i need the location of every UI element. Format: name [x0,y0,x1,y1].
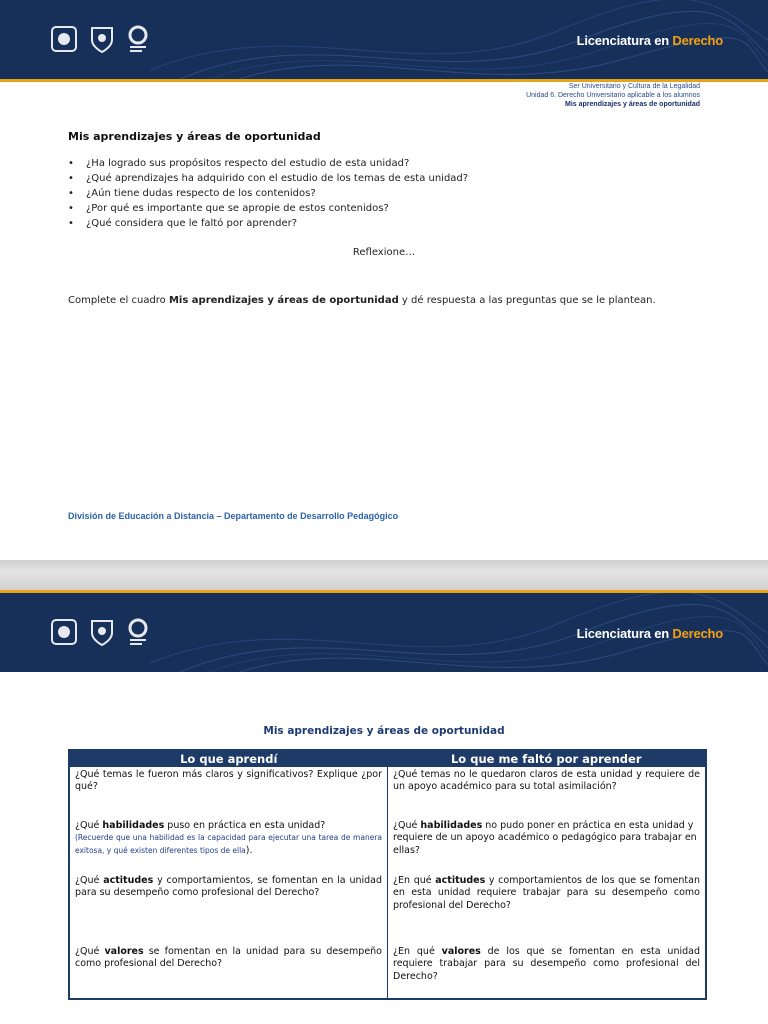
skill-note: (Recuerde que una habilidad es la capacidad para ejecutar una tarea de manera exitosa, y qué existen diferentes tipos de ella [75,833,382,855]
section-title: Mis aprendizajes y áreas de oportunidad [68,130,321,143]
program-title [577,33,723,48]
question-text: ¿Aún tiene dudas respecto de los contenidos? [86,188,316,199]
table-cell-learned [69,767,388,818]
cell-text: no pudo poner en práctica en esta unidad y requiere de un apoyo académico o pedagógico para trabajar en ellas? [393,820,697,856]
cell-text: de los que se fomentan en esta unidad requiere trabajar para su desempeño como profesional del Derecho? [393,946,700,982]
cell-keyword: actitudes [435,875,486,886]
table-row [69,818,706,873]
column-header-missing: Lo que me faltó por aprender [388,750,707,767]
table-header-row [69,750,706,767]
header-banner-page2 [0,593,768,672]
bullet-icon: • [68,218,74,229]
list-item [68,216,468,231]
cell-keyword: actitudes [103,875,154,886]
cell-text: ¿Qué temas le fueron más claros y significativos? Explique ¿por qué? [75,769,382,793]
cell-text: ¿Qué temas no le quedaron claros de esta unidad y requiere de un apoyo académico para su total asimilación? [393,769,700,793]
list-item [68,156,468,171]
question-text: ¿Por qué es importante que se apropie de estos contenidos? [86,203,389,214]
table-title: Mis aprendizajes y áreas de oportunidad [263,725,505,737]
instruction-text [68,295,656,306]
table-cell-missing [388,818,707,873]
cell-keyword: habilidades [420,820,483,831]
list-item [68,171,468,186]
table-cell-learned [69,944,388,999]
cell-keyword: valores [104,946,144,957]
instruction-post: y dé respuesta a las preguntas que se le plantean. [398,295,656,306]
question-list [68,156,468,231]
bullet-icon: • [68,158,74,169]
program-title-main: Licenciatura en [576,626,673,641]
page-separator [0,560,768,590]
table-row [69,767,706,818]
cell-text: y comportamientos de los que se fomentan en esta unidad requiere trabajar para su desempeño como profesional del Derecho? [393,875,700,911]
cell-text: ¿Qué [75,820,103,831]
bullet-icon: • [68,188,74,199]
cell-text: ¿Qué [75,875,104,886]
table-cell-missing [388,873,707,944]
unam-seal-icon [50,24,78,54]
table-cell-learned [69,873,388,944]
faculty-shield-icon [88,617,116,647]
question-text: ¿Qué considera que le faltó por aprender? [86,218,298,229]
logo-group [50,617,154,647]
table-cell-missing [388,944,707,999]
program-title-accent: Derecho [672,626,723,641]
table-cell-learned [69,818,388,873]
program-title-accent: Derecho [672,33,723,48]
cell-keyword: habilidades [102,820,165,831]
program-title-main: Licenciatura en [576,33,673,48]
breadcrumb [526,82,700,109]
instruction-pre: Complete el cuadro [68,295,169,306]
cell-text: ¿Qué [393,820,421,831]
breadcrumb-course: Ser Universitario y Cultura de la Legalidad [568,83,700,90]
dead-logo-icon [126,617,154,647]
list-item [68,186,468,201]
learning-table [68,749,707,1000]
cell-text: puso en práctica en esta unidad? [164,820,326,831]
faculty-shield-icon [88,24,116,54]
cell-text: y comportamientos, se fomentan en la unidad para su desempeño como profesional del Derecho? [75,875,383,899]
cell-text: ¿En qué [393,946,442,957]
instruction-bold: Mis aprendizajes y áreas de oportunidad [168,295,399,306]
table-cell-missing [388,767,707,818]
logo-group [50,24,154,54]
dead-logo-icon [126,24,154,54]
bullet-icon: • [68,203,74,214]
cell-text-end: ). [245,844,253,856]
breadcrumb-unit: Unidad 6. Derecho Universitario aplicable a los alumnos [526,92,700,99]
program-title [577,626,723,641]
table-row [69,944,706,999]
cell-text: se fomentan en la unidad para su desempeño como profesional del Derecho? [75,946,382,970]
question-text: ¿Qué aprendizajes ha adquirido con el estudio de los temas de esta unidad? [86,173,469,184]
header-banner [0,0,768,79]
cell-text: ¿En qué [393,875,436,886]
reflect-text: Reflexione… [352,247,416,258]
bullet-icon: • [68,173,74,184]
cell-text: ¿Qué [75,946,105,957]
column-header-learned: Lo que aprendí [69,750,388,767]
table-row [69,873,706,944]
question-text: ¿Ha logrado sus propósitos respecto del estudio de esta unidad? [86,158,410,169]
footer-division: División de Educación a Distancia – Departamento de Desarrollo Pedagógico [68,511,399,521]
cell-keyword: valores [441,946,481,957]
unam-seal-icon [50,617,78,647]
list-item [68,201,468,216]
breadcrumb-current: Mis aprendizajes y áreas de oportunidad [565,101,700,108]
